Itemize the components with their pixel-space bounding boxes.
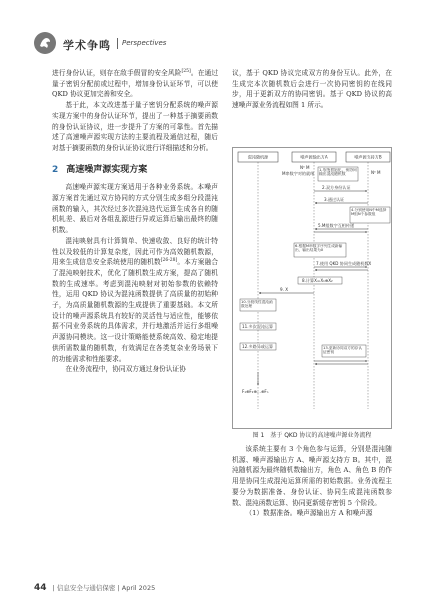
footer-sep: | <box>117 584 120 592</box>
sequence-diagram <box>232 147 392 429</box>
paragraph: 在业务流程中，协同双方通过身份认证协 <box>65 365 186 374</box>
left-column <box>52 68 218 375</box>
step-9-label: 9. X <box>280 287 289 292</box>
right-column-bottom <box>232 444 392 519</box>
paragraph: 议，基于 QKD 协议完成双方的身份互认。此外，在生成完本次随机数后会进行一次协同密钥的在线同步，用于更新双方的协同密钥。基于 QKD 协议的高速噪声源业务流程如图 1 所示。 <box>232 69 392 110</box>
page-header <box>0 0 427 66</box>
issue-date: April 2025 <box>121 584 156 592</box>
paragraph: 高速噪声源实现方案适用于各种业务系统。本噪声源方案首先通过双方协同的方式分别生成多组分段混沌函数的输入，其次经过多次混沌迭代运算生成各自的随机轧差、最后对各组乱源进行异或运算后输出最终的随机数。 <box>52 183 218 235</box>
paragraph: 混沌映射具有计算简单、快速收敛、良好的统计特性以及较低的计算复杂度，因此可作为高效随机数源，用来生成信息安全系统使用的随机数[26-28]。本方案融合了混沌映射技术，优化了随机数生成方案，提高了随机数的生成速率。考虑到混沌映射对初始参数的依赖特性，运用 QKD 协议为混沌函数提供了高质量的初始种子，为高质量随机数源的生成提供了重要基础。本文所设计的噪声源系统具有较好的灵活性与适应性，能够依据不同业务系统的具体需求，并行地激活并运行多组噪声源协同模块。这一设计策略能使系统高效、稳定地提供所需数量的随机数，有效满足在各类复杂业务场景下的功能需求和性能要求。 <box>52 236 219 363</box>
actor-label: 混沌随机源 <box>247 154 269 160</box>
step-11-label: 11.多次混沌运算 <box>242 324 274 329</box>
journal-name: 信息安全与通信保密 <box>56 584 116 592</box>
step-8-label: 8.计算X=X₁⊕X₂ <box>302 278 333 283</box>
page-number: 44 <box>34 583 47 593</box>
paragraph: 基于此，本文改进基于量子密钥分配系统的噪声源实现方案中的身份认证环节，提出了一种基于摘要函数的身份认证协议，进一步提升了方案的可靠性。首先描述了高速噪声源实现方法的主要流程及通信过程，随后对基于摘要函数的身份认证协议进行详细描述和分析。 <box>52 101 218 152</box>
step-6-label: 6.根据M串数字序列生成新输出，输出结果为X <box>295 243 343 252</box>
note-m-ready: M串数字对的就绪 <box>282 171 315 176</box>
step-10-label: 10.分段线性混沌函数处理 <box>241 299 273 308</box>
step-13-label: 13.更新协同双方的存认证密钥 <box>323 345 363 354</box>
page-footer <box>34 583 155 593</box>
paragraph: （1）数据准备。噪声源输出方 A 和噪声源 <box>245 509 373 518</box>
step-2-label: 2.双方身份认证 <box>322 185 351 190</box>
journal-logo-icon <box>34 32 56 54</box>
actor-label: 噪声源支持方B <box>354 154 382 160</box>
header-divider <box>117 38 118 49</box>
step-4-label: 4.分别使用N中M选择M组N个参数组 <box>351 207 387 216</box>
step-5-label: 5.M组数字互相传递 <box>318 223 355 228</box>
column-title: 学术争鸣 <box>63 39 111 52</box>
note-n-b: N⁰ M <box>371 170 381 175</box>
section-number: 2 <box>52 164 59 175</box>
actor-label: 噪声源输出方A <box>300 154 328 160</box>
footer-sep: | <box>52 584 55 592</box>
step-7-label: 7.使用 QKD 协同生成随机数X <box>316 261 372 266</box>
final-output-label: F₁⊕F₂⊕…⊕Fₙ <box>242 389 269 394</box>
figure-caption: 图 1 基于 QKD 协议的高速噪声源业务流程 <box>252 432 372 439</box>
paragraph: 该系统主要有 3 个角色参与运算，分别是混沌随机源、噪声源输出方 A、噪声源支持方 B。其中，混沌随机源为最终随机数输出方，角色 A、角色 B 的作用是协同生成混沌运算所需的初始数据。业务流程主要分为数据准备、身份认证、协同生成混沌函数参数、混沌函数运算、协同更新缓存密钥 5 个阶段。 <box>232 445 392 507</box>
step-12-label: 12.多路异或运算 <box>242 344 274 349</box>
column-subtitle: Perspectives <box>122 39 167 47</box>
section-heading <box>52 165 218 176</box>
note-n-a: N⁰ M <box>300 165 310 170</box>
step-1-label: 1.系统初始化，预协同输出混沌随机数 <box>319 167 357 176</box>
paragraph: 进行身份认证，则存在敌手假冒的安全风险[25]。在通过量子密钥分配前或过程中，增加身份认证环节，可以使 QKD 协议更加完善和安全。 <box>52 68 219 99</box>
section-title: 高速噪声源实现方案 <box>66 164 148 175</box>
step-3-label: 3.通过认证 <box>324 197 345 202</box>
right-column-top <box>232 68 392 111</box>
